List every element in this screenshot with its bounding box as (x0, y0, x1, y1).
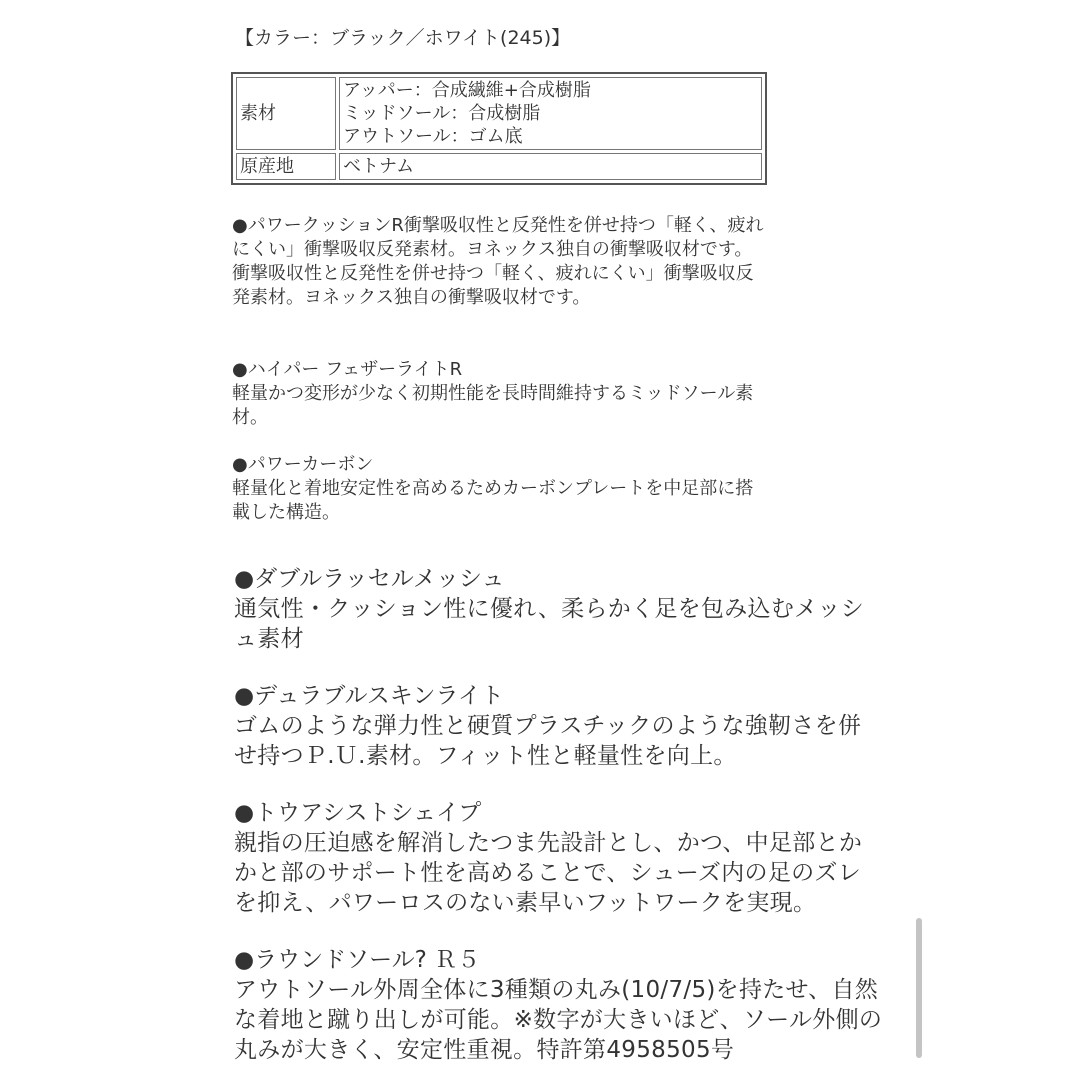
origin-value (339, 153, 762, 180)
vertical-scrollbar[interactable] (916, 918, 922, 1058)
material-midsole: ミッドソール：合成樹脂 (343, 103, 541, 124)
origin-country: ベトナム (343, 156, 415, 177)
feature-title: ●ダブルラッセルメッシュ (234, 566, 505, 592)
material-outsole: アウトソール：ゴム底 (343, 126, 523, 147)
material-upper: アッパー：合成繊維+合成樹脂 (343, 80, 591, 101)
spec-table (231, 72, 767, 185)
table-row (236, 153, 762, 180)
feature-body: アウトソール外周全体に3種類の丸み(10/7/5)を持たせ、自然な着地と蹴り出しが可能。※数字が大きいほど、ソール外側の丸みが大きく、安定性重視。特許第4958505号 (234, 977, 883, 1063)
feature-hyper-featherlight (232, 358, 767, 430)
table-row (236, 77, 762, 150)
feature-body: 軽量かつ変形が少なく初期性能を長時間維持するミッドソール素材。 (232, 383, 754, 428)
feature-durable-skin-light (234, 681, 884, 771)
feature-body: 親指の圧迫感を解消したつま先設計とし、かつ、中足部とかかと部のサポート性を高めることで、シューズ内の足のズレを抑え、パワーロスのない素早いフットワークを実現。 (234, 830, 863, 916)
feature-power-cushion (232, 214, 767, 310)
color-line: 【カラー：ブラック／ホワイト(245)】 (235, 27, 571, 49)
feature-title: ●デュラブルスキンライト (234, 683, 504, 709)
feature-title: ●ラウンドソール? Ｒ５ (234, 947, 481, 973)
origin-label: 原産地 (236, 153, 336, 180)
feature-body: 軽量化と着地安定性を高めるためカーボンプレートを中足部に搭載した構造。 (232, 478, 754, 523)
feature-power-carbon (232, 453, 767, 525)
feature-double-raschel-mesh (234, 564, 884, 654)
material-value (339, 77, 762, 150)
feature-body: ゴムのような弾力性と硬質プラスチックのような強靭さを併せ持つＰ.Ｕ.素材。フィット性と軽量性を向上。 (234, 713, 862, 769)
feature-title: ●ハイパー フェザーライトR (232, 359, 463, 380)
feature-body: 衝撃吸収性と反発性を併せ持つ「軽く、疲れにくい」衝撃吸収反発素材。ヨネックス独自の衝撃吸収材です。 (232, 263, 754, 308)
feature-title: ●パワークッションR衝撃吸収性と反発性を併せ持つ「軽く、疲れにくい」衝撃吸収反発素材。ヨネックス独自の衝撃吸収材です。 (232, 215, 764, 260)
feature-title: ●パワーカーボン (232, 454, 374, 475)
material-label: 素材 (236, 77, 336, 150)
feature-body: 通気性・クッション性に優れ、柔らかく足を包み込むメッシュ素材 (234, 596, 865, 652)
feature-toe-assist-shape (234, 798, 884, 918)
feature-round-sole (234, 945, 884, 1065)
feature-title: ●トウアシストシェイプ (234, 800, 482, 826)
